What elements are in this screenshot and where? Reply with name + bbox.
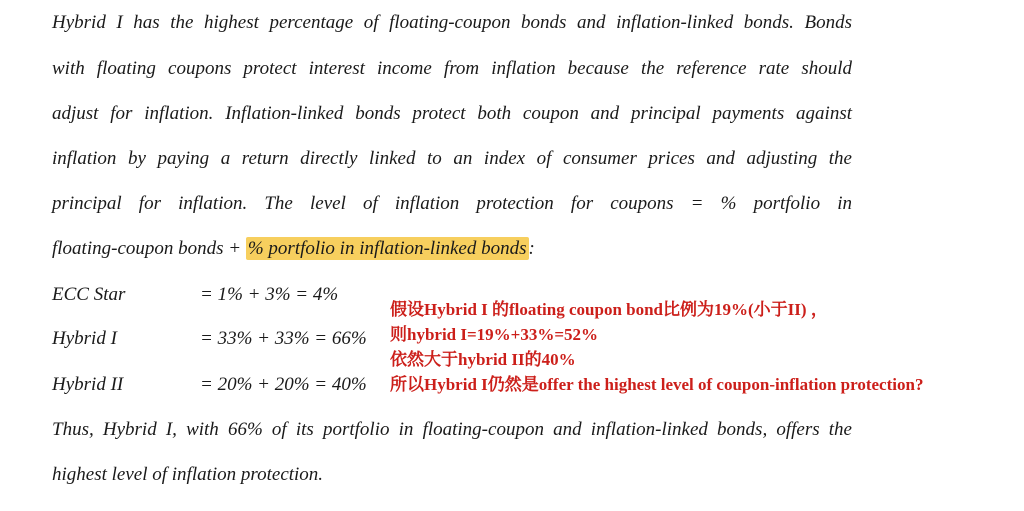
paragraph-line-6-suffix: : xyxy=(528,238,535,259)
calc-label-ecc-star: ECC Star xyxy=(52,284,126,305)
paragraph-line-4: inflation by paying a return directly linked to an index of consumer prices and adjusting the xyxy=(52,148,852,169)
paragraph-line-3: adjust for inflation. Inflation-linked bonds protect both coupon and principal payments against xyxy=(52,103,852,124)
annotation-line-4: 所以Hybrid I仍然是offer the highest level of coupon-inflation protection? xyxy=(390,375,924,394)
annotation-line-2: 则hybrid I=19%+33%=52% xyxy=(390,325,599,344)
conclusion-line-2: highest level of inflation protection. xyxy=(52,464,324,485)
calc-formula-hybrid-i: = 33% + 33% = 66% xyxy=(200,328,367,349)
paragraph-line-5: principal for inflation. The level of inflation protection for coupons = % portfolio in xyxy=(52,193,852,214)
paragraph-line-1: Hybrid I has the highest percentage of floating-coupon bonds and inflation-linked bonds. Bonds xyxy=(52,12,852,33)
conclusion-line-1: Thus, Hybrid I, with 66% of its portfolio in floating-coupon and inflation-linked bonds, offers the xyxy=(52,419,852,440)
calc-label-hybrid-i: Hybrid I xyxy=(52,328,117,349)
paragraph-line-6 xyxy=(52,237,852,261)
calc-label-hybrid-ii: Hybrid II xyxy=(52,374,124,395)
highlighted-text: % portfolio in inflation-linked bonds xyxy=(247,238,527,259)
paragraph-line-6-prefix: floating-coupon bonds + xyxy=(52,238,246,259)
annotation-line-3: 依然大于hybrid II的40% xyxy=(390,350,576,369)
paragraph-line-2: with floating coupons protect interest income from inflation because the reference rate should xyxy=(52,58,852,79)
calc-formula-ecc-star: = 1% + 3% = 4% xyxy=(200,284,339,305)
calc-formula-hybrid-ii: = 20% + 20% = 40% xyxy=(200,374,367,395)
annotation-line-1: 假设Hybrid I 的floating coupon bond比例为19%(小于II) ， xyxy=(390,300,828,319)
